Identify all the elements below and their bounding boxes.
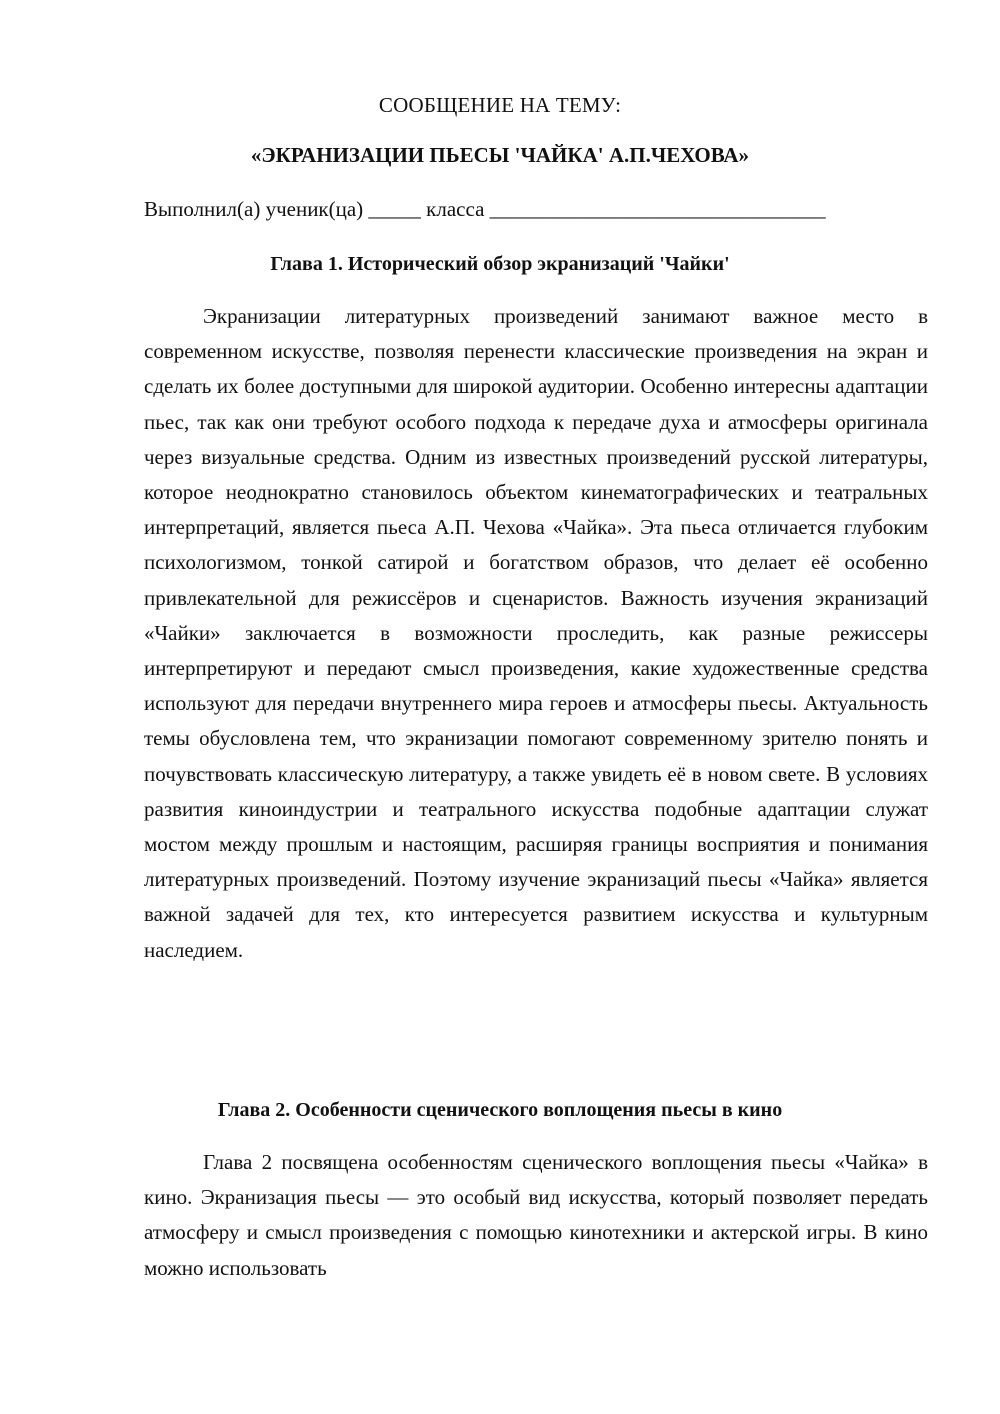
chapter2-heading: Глава 2. Особенности сценического воплощения пьесы в кино — [217, 1099, 783, 1121]
chapter1-heading: Глава 1. Исторический обзор экранизаций 'Чайки' — [270, 253, 730, 275]
author-byline: Выполнил(а) ученик(ца) _____ класса ________________________________ — [144, 197, 826, 221]
chapter1-paragraph: Экранизации литературных произведений занимают важное место в современном искусстве, позволяя перенести классические произведения на экран и сделать их более доступными для широкой аудитории. Особенно интересны адаптации пьес, так как они требуют особого подхода к передаче духа и атмосферы оригинала через визуальные средства. Одним из известных произведений русской литературы, которое неоднократно становилось объектом кинематографических и театральных интерпретаций, является пьеса А.П. Чехова «Чайка». Эта пьеса отличается глубоким психологизмом, тонкой сатирой и богатством образов, что делает её особенно привлекательной для режиссёров и сценаристов. Важность изучения экранизаций «Чайки» заключается в возможности проследить, как разные режиссеры интерпретируют и передают смысл произведения, какие художественные средства используют для передачи внутреннего мира героев и атмосферы пьесы. Актуальность темы обусловлена тем, что экранизации помогают современному зрителю понять и почувствовать классическую литературу, а также увидеть её в новом свете. В условиях развития киноиндустрии и театрального искусства подобные адаптации служат мостом между прошлым и настоящим, расширяя границы восприятия и понимания литературных произведений. Поэтому изучение экранизаций пьесы «Чайка» является важной задачей для тех, кто интересуется развитием искусства и культурным наследием. — [144, 304, 928, 962]
chapter2-paragraph: Глава 2 посвящена особенностям сценического воплощения пьесы «Чайка» в кино. Экранизация пьесы — это особый вид искусства, который позволяет передать атмосферу и смысл произведения с помощью кинотехники и актерской игры. В кино можно использовать — [144, 1150, 928, 1280]
document-title-line1: СООБЩЕНИЕ НА ТЕМУ: — [378, 93, 622, 117]
document-title-line2: «ЭКРАНИЗАЦИИ ПЬЕСЫ 'ЧАЙКА' А.П.ЧЕХОВА» — [250, 143, 750, 167]
